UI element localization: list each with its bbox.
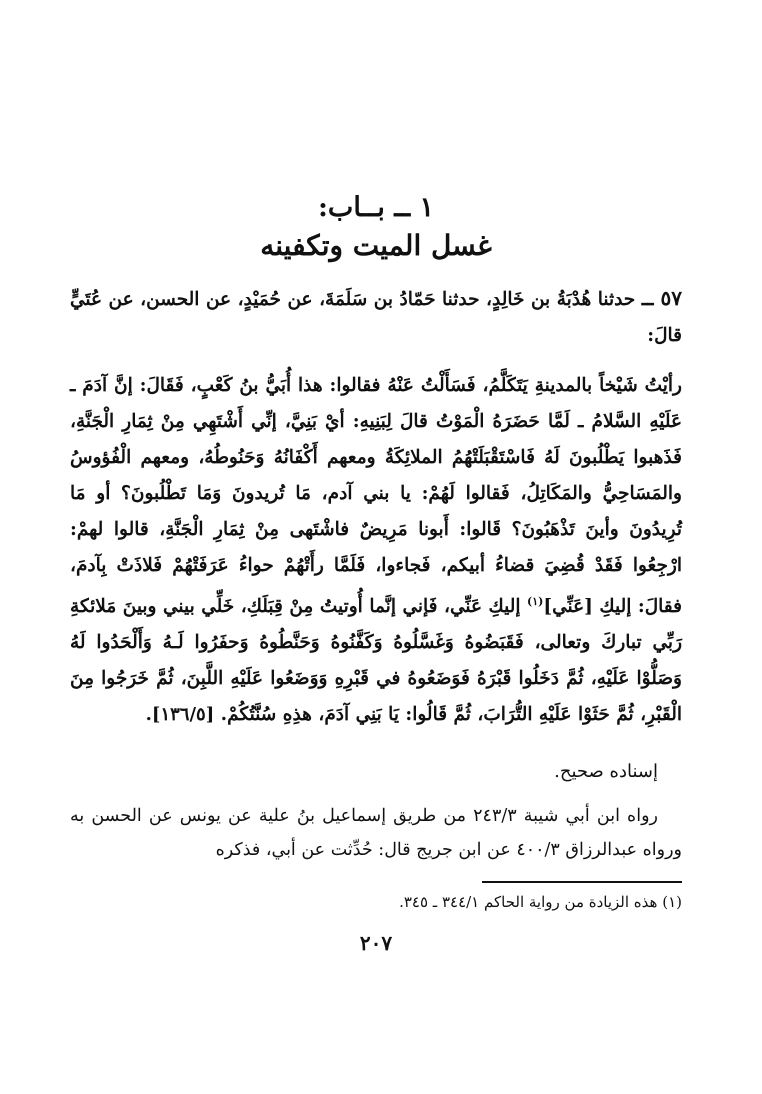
page-number: ٢٠٧ — [359, 931, 393, 956]
footnote-marker[interactable]: (١) — [527, 595, 544, 608]
takhrij-text: رواه ابن أبي شيبة ٢٤٣/٣ من طريق إسماعيل بنُ علية عن يونس عن الحسن به ورواه عبدالرزاق ٤٠٠/٣ عن ابن جريج قال: حُدِّثت عن أبي، فذكره — [70, 806, 682, 861]
hadith-number: ٥٧ ــ — [641, 286, 682, 310]
chapter-label: ١ ــ بــاب: — [317, 192, 435, 223]
hadith-isnad — [70, 280, 682, 354]
hadith-matn — [70, 368, 682, 733]
footnote: (١) هذه الزيادة من رواية الحاكم ٣٤٤/١ ـ ٣٤٥. — [399, 893, 682, 912]
matn-text: رأيْتُ شَيْخاً بالمدينةِ يَتَكَلَّمُ، فَسَأَلْتُ عَنْهُ فقالوا: هذا أُبَيُّ بنُ كَعْبٍ، فَقَالَ: إنَّ آدَمَ ـ عَلَيْهِ السَّلامُ ـ لَمَّا حَضَرَهُ الْمَوْتُ قالَ لِبَنِيهِ: أيْ بَنِيَّ، إنِّي أَشْتَهِي مِنْ ثِمَارِ الْجَنَّةِ، فَذَهبوا يَطْلُبونَ لَهُ فَاسْتَقْبَلَتْهُمُ الملائِكَةُ ومعهم أَكْفَانُهُ وَحَنُوطُهُ، ومعهم الْفُؤوسُ والمَسَاحِيُّ والمَكَاتِلُ، فَقالوا لَهُمْ: يا بني آدم، مَا تُريدونَ وَمَا تَطْلُبونَ؟ أو مَا تُرِيدُونَ وأينَ تَذْهَبُونَ؟ قَالوا: أَبونا مَرِيضٌ فاشْتَهى مِنْ ثِمَارِ الْجَنَّةِ، قالوا لهمْ: ارْجِعُوا فَقَدْ قُضِيَ قضاءُ أبيكم، فَجاءوا، فَلَمَّا رأَتْهُمْ حواءُ عَرَفَتْهُمْ فَلاذَتْ بِآدمَ، فقالَ: إليكِ [عَنِّي] — [70, 375, 683, 618]
chapter-title: غسل الميت وتكفينه — [260, 229, 492, 262]
grading-text: إسناده صحيح. — [554, 761, 658, 783]
isnad-text: حدثنا هُدْبَةُ بن خَالِدٍ، حدثنا حَمّادُ بن سَلَمَةَ، عن حُمَيْدٍ، عن الحسن، عن عُتَيٍّ قالَ: — [70, 289, 682, 346]
source-reference: [١٣٦/٥]. — [145, 704, 215, 726]
matn-text-continued: إليكِ عَنِّي، فَإني إنَّما أُوتيتُ مِنْ قِبَلَكِ، خَلِّي بيني وبينَ مَلائكةِ رَبِّي تباركَ وتعالى، فَقَبَضُوهُ وَغَسَّلُوهُ وَكَفَّنُوهُ وَحَنَّطُوهُ وَحفَرُوا لَـهُ وَأَلْحَدُوا لَهُ وَصَلُّوْا عَلَيْهِ، ثُمَّ دَخَلُوا قَبْرَهُ فَوَضَعُوهُ في قَبْرِهِ وَوَضَعُوا عَلَيْهِ اللَّبِنَ، ثُمَّ خَرَجُوا مِنَ الْقَبْرِ، ثُمَّ حَثَوْا عَلَيْهِ التُّرَابَ، ثُمَّ قَالُوا: يَا بَنِي آدَمَ، هذِهِ سُنَّتُكُمْ. — [70, 596, 682, 726]
footnote-divider — [482, 881, 682, 883]
book-page — [70, 190, 682, 957]
